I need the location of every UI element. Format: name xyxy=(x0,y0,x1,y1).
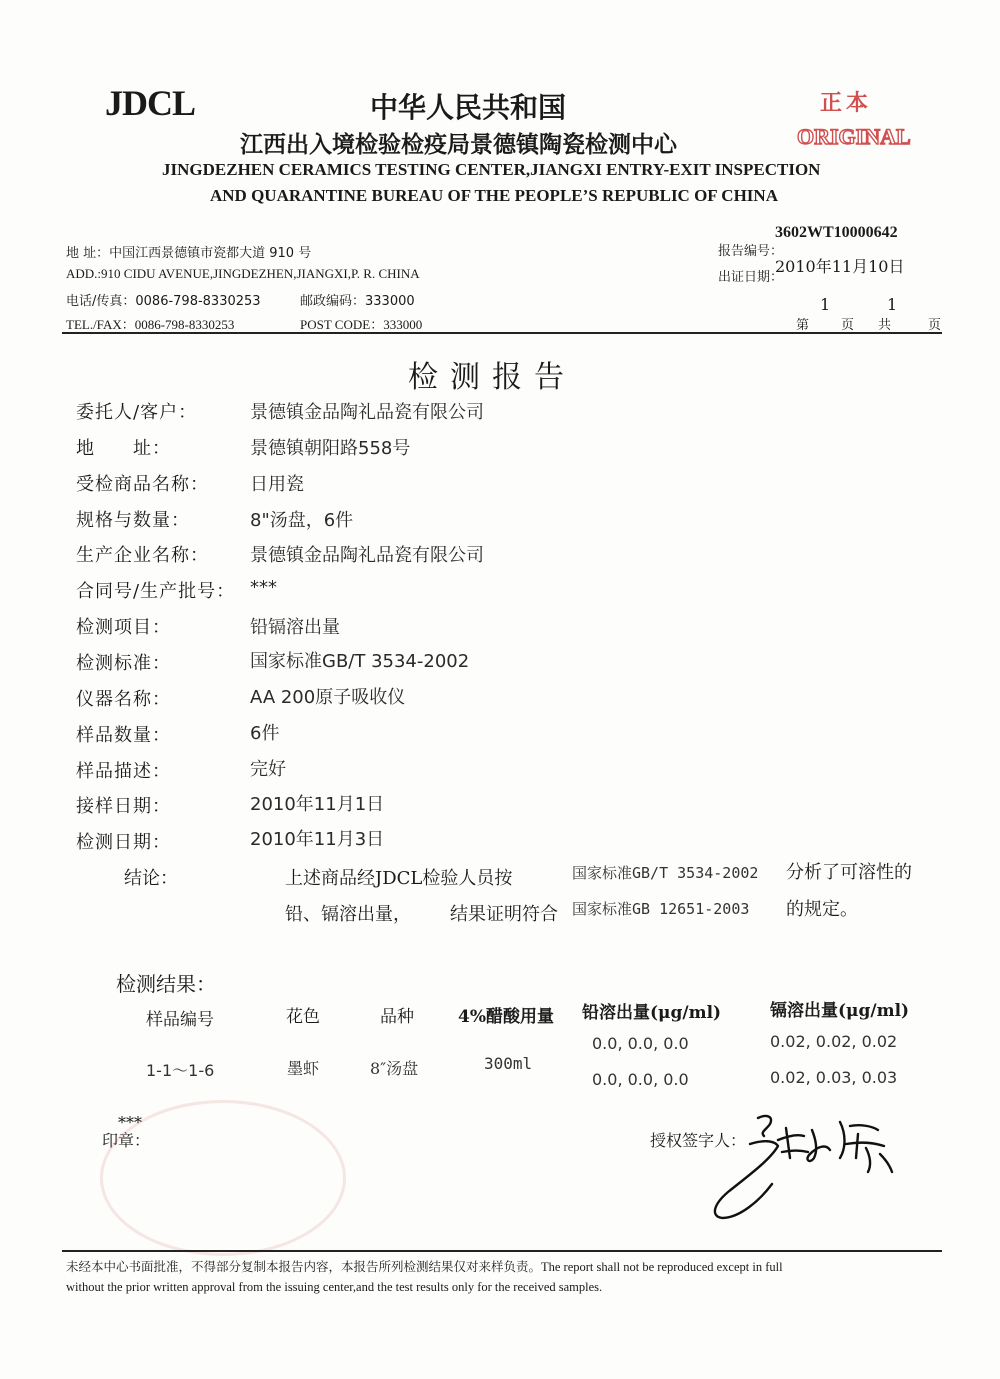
page-label-di: 第 xyxy=(796,318,810,333)
results-pattern: 墨虾 xyxy=(287,1059,320,1078)
page-number: 1 xyxy=(820,295,831,314)
field-value-address: 景德镇朝阳路558号 xyxy=(250,438,411,459)
seal-label: 印章： xyxy=(102,1131,151,1150)
field-label-manufacturer: 生产企业名称： xyxy=(76,545,209,566)
field-value-instrument: AA 200原子吸收仪 xyxy=(250,687,406,708)
conclusion-line2-start: 铅、镉溶出量， xyxy=(285,904,411,925)
center-name-en-line2: AND QUARANTINE BUREAU OF THE PEOPLE’S REPUBLIC OF CHINA xyxy=(210,186,778,205)
field-label-address: 地 址： xyxy=(76,438,171,459)
field-value-test-date: 2010年11月3日 xyxy=(250,829,385,850)
results-sample-no: 1-1～1-6 xyxy=(146,1061,215,1080)
field-value-product: 日用瓷 xyxy=(250,474,304,495)
address-en: ADD.:910 CIDU AVENUE,JINGDEZHEN,JIANGXI,P. R. CHINA xyxy=(66,266,420,281)
field-label-standard: 检测标准： xyxy=(76,653,171,674)
footer-disclaimer-line1: 未经本中心书面批准，不得部分复制本报告内容，本报告所列检测结果仅对来样负责。The report shall not be reproduced except in full xyxy=(66,1260,783,1274)
phone-cn: 电话/传真：0086-798-8330253 xyxy=(66,294,261,309)
field-label-test-item: 检测项目： xyxy=(76,617,171,638)
results-header-variety: 品种 xyxy=(380,1007,414,1027)
logo: JDCL xyxy=(105,83,196,123)
field-label-client: 委托人/客户： xyxy=(76,402,198,423)
results-variety: 8″汤盘 xyxy=(370,1059,419,1078)
postcode-en: POST CODE：333000 xyxy=(300,317,423,332)
field-label-received-date: 接样日期： xyxy=(76,796,171,817)
seal-stars: *** xyxy=(118,1113,142,1132)
conclusion-line1-start: 上述商品经JDCL检验人员按 xyxy=(285,868,513,889)
results-cadmium-row2: 0.02, 0.03, 0.03 xyxy=(770,1068,898,1087)
original-stamp-en: ORIGINAL xyxy=(797,124,911,149)
center-name-cn: 江西出入境检验检疫局景德镇陶瓷检测中心 xyxy=(240,131,677,158)
field-label-sample-qty: 样品数量： xyxy=(76,725,171,746)
original-stamp-cn: 正本 xyxy=(820,90,873,116)
conclusion-line2-mid: 结果证明符合 xyxy=(450,904,558,925)
footer-disclaimer-line2: without the prior written approval from the issuing center,and the test results only for the received samples. xyxy=(66,1280,603,1294)
center-name-en-line1: JINGDEZHEN CERAMICS TESTING CENTER,JIANGXI ENTRY-EXIT INSPECTION xyxy=(162,160,821,179)
issue-date-label: 出证日期： xyxy=(718,270,784,285)
field-value-test-item: 铅镉溶出量 xyxy=(250,617,340,638)
results-header-acetic: 4%醋酸用量 xyxy=(458,1007,554,1027)
field-value-manufacturer: 景德镇金品陶礼品瓷有限公司 xyxy=(250,545,484,566)
header-divider xyxy=(62,332,942,334)
field-value-sample-desc: 完好 xyxy=(250,759,286,780)
conclusion-line2-end: 的规定。 xyxy=(786,899,858,920)
issue-date: 2010年11月10日 xyxy=(775,257,905,276)
field-value-standard: 国家标准GB/T 3534-2002 xyxy=(250,651,470,672)
conclusion-label: 结论： xyxy=(124,868,178,889)
results-lead-row1: 0.0, 0.0, 0.0 xyxy=(592,1034,689,1053)
results-header-pattern: 花色 xyxy=(286,1007,320,1027)
field-label-spec: 规格与数量： xyxy=(76,510,190,531)
postcode-cn: 邮政编码：333000 xyxy=(300,294,415,309)
page-label-gong: 共 xyxy=(878,318,892,333)
results-header-sample-no: 样品编号 xyxy=(146,1010,214,1030)
page-label-ye: 页 xyxy=(841,318,855,333)
page-total: 1 xyxy=(887,295,898,314)
report-title: 检测报告 xyxy=(408,360,576,395)
field-value-client: 景德镇金品陶礼品瓷有限公司 xyxy=(250,402,484,423)
footer-divider xyxy=(62,1250,942,1252)
field-label-contract: 合同号/生产批号： xyxy=(76,581,236,602)
field-label-instrument: 仪器名称： xyxy=(76,689,171,710)
results-header-lead: 铅溶出量(μg/ml) xyxy=(582,1003,722,1023)
field-label-product: 受检商品名称： xyxy=(76,474,209,495)
results-title: 检测结果： xyxy=(116,972,216,996)
conclusion-standard-2: 国家标准GB 12651-2003 xyxy=(572,900,750,918)
phone-en: TEL./FAX：0086-798-8330253 xyxy=(66,317,235,332)
country-name: 中华人民共和国 xyxy=(370,91,567,124)
handwritten-signature xyxy=(700,1100,910,1230)
field-label-test-date: 检测日期： xyxy=(76,832,171,853)
field-value-spec: 8"汤盘，6件 xyxy=(250,510,354,531)
page-label-ye2: 页 xyxy=(928,318,942,333)
conclusion-line1-end: 分析了可溶性的 xyxy=(786,862,912,883)
results-lead-row2: 0.0, 0.0, 0.0 xyxy=(592,1070,689,1089)
field-label-sample-desc: 样品描述： xyxy=(76,761,171,782)
field-value-contract: *** xyxy=(250,577,277,598)
results-acetic: 300ml xyxy=(484,1054,533,1073)
address-cn: 地 址：中国江西景德镇市瓷都大道 910 号 xyxy=(66,246,312,261)
report-number-label: 报告编号： xyxy=(718,244,784,259)
conclusion-standard-1: 国家标准GB/T 3534-2002 xyxy=(572,864,759,882)
field-value-sample-qty: 6件 xyxy=(250,723,280,744)
report-number: 3602WT10000642 xyxy=(775,224,898,241)
results-cadmium-row1: 0.02, 0.02, 0.02 xyxy=(770,1032,898,1051)
signer-label: 授权签字人： xyxy=(650,1131,747,1150)
field-value-received-date: 2010年11月1日 xyxy=(250,794,385,815)
results-header-cadmium: 镉溶出量(μg/ml) xyxy=(770,1001,910,1021)
